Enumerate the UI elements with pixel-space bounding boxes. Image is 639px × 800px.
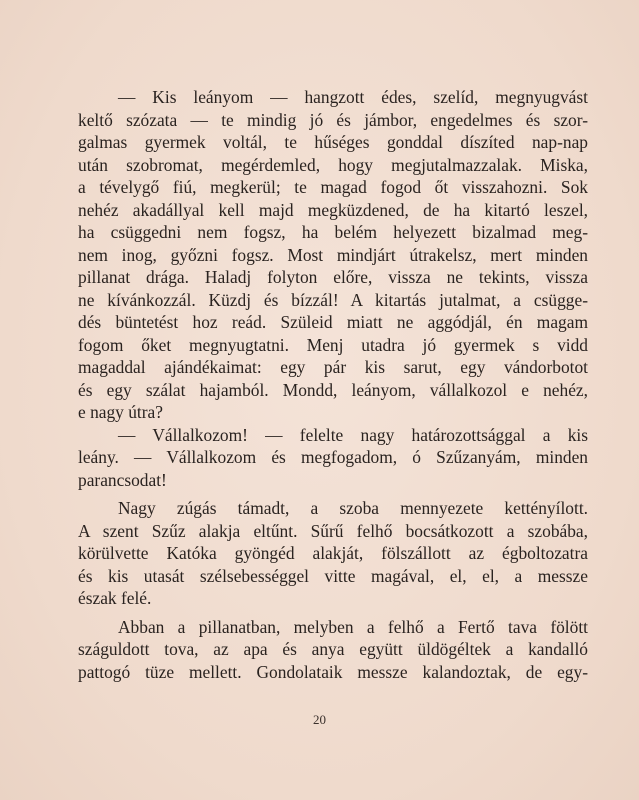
- text-line: észak felé.: [78, 588, 152, 608]
- text-line: után szobromat, megérdemled, hogy megjutalmazzalak. Miska,: [78, 154, 588, 175]
- text-line: nem inog, győzni fogsz. Most mindjárt útrakelsz, mert minden: [78, 244, 588, 265]
- text-line: Abban a pillanatban, melyben a felhő a Fertő tava fölött: [118, 616, 588, 637]
- text-line: — Kis leányom — hangzott édes, szelíd, megnyugvást: [118, 87, 588, 107]
- text-line: fogom őket megnyugtatni. Menj utadra jó gyermek s vidd: [78, 334, 588, 355]
- text-line: dés büntetést hoz reád. Szüleid miatt ne aggódjál, én magam: [78, 312, 588, 332]
- text-line: nehéz akadállyal kell majd megküzdened, de ha kitartó leszel,: [78, 199, 588, 220]
- text-line: Nagy zúgás támadt, a szoba mennyezete kettényílott.: [118, 498, 588, 518]
- text-line: a tévelygő fiú, megkerül; te magad fogod őt visszahozni. Sok: [78, 177, 588, 197]
- text-line: és kis utasát szélsebességgel vitte magával, el, el, a messze: [78, 565, 588, 586]
- text-line: A szent Szűz alakja eltűnt. Sűrű felhő bocsátkozott a szobába,: [78, 520, 588, 541]
- text-line: és egy szálat hajamból. Mondd, leányom, vállalkozol e nehéz,: [78, 379, 588, 400]
- paragraph-1: [78, 86, 588, 424]
- text-line: — Vállalkozom! — felelte nagy határozottsággal a kis: [118, 424, 588, 445]
- paragraph-3: [78, 497, 588, 610]
- page-number: 20: [313, 712, 326, 727]
- text-line: pattogó tüze mellett. Gondolataik messze kalandoztak, de egy-: [78, 661, 588, 682]
- paragraph-2: [78, 424, 588, 492]
- paragraph-4: [78, 616, 588, 684]
- text-line: ne kívánkozzál. Küzdj és bízzál! A kitartás jutalmat, a csügge-: [78, 289, 588, 310]
- body-text: [78, 86, 588, 683]
- text-line: ha csüggedni nem fogsz, ha belém helyezett bizalmad meg-: [78, 222, 588, 242]
- text-line: száguldott tova, az apa és anya együtt üldögéltek a kandalló: [78, 639, 588, 659]
- text-line: leány. — Vállalkozom és megfogadom, ó Szűzanyám, minden: [78, 447, 588, 467]
- text-line: galmas gyermek voltál, te hűséges gonddal díszíted nap-nap: [78, 132, 588, 152]
- text-line: pillanat drága. Haladj folyton előre, vissza ne tekints, vissza: [78, 267, 588, 287]
- text-line: e nagy útra?: [78, 402, 163, 422]
- text-line: parancsodat!: [78, 469, 167, 490]
- text-line: körülvette Katóka gyöngéd alakját, fölszállott az égboltozatra: [78, 543, 588, 563]
- text-line: keltő szózata — te mindig jó és jámbor, engedelmes és szor-: [78, 109, 588, 130]
- text-line: magaddal ajándékaimat: egy pár kis sarut, egy vándorbotot: [78, 357, 588, 377]
